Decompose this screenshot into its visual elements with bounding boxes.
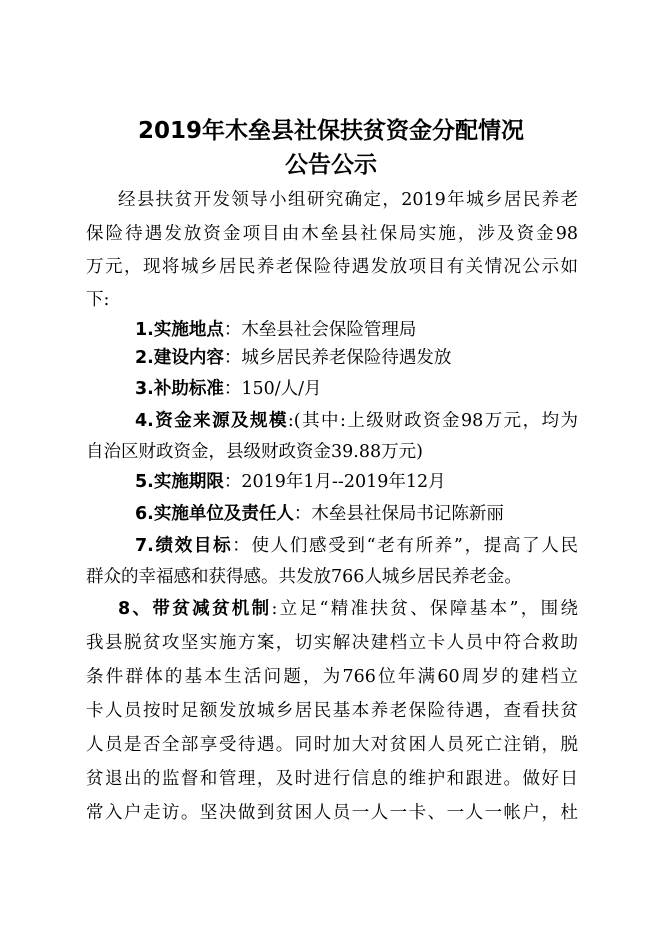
item-5-text: ：2019年1月--2019年12月 [223, 472, 446, 492]
item-2 [135, 342, 578, 374]
item-8-line-5: 人员是否全部享受待遇。同时加大对贫困人员死亡注销，脱 [86, 735, 578, 755]
item-8-line-4: 卡人员按时足额发放城乡居民基本养老保险待遇，查看扶贫 [86, 701, 578, 721]
item-4-label: 4.资金来源及规模 [135, 411, 288, 431]
item-8-line-2: 我县脱贫攻坚实施方案，切实解决建档立卡人员中符合救助 [86, 633, 578, 653]
item-5-label: 5.实施期限 [135, 472, 224, 492]
document-subtitle: 公告公示 [285, 152, 377, 178]
item-8-line-3: 条件群体的基本生活问题，为766位年满60周岁的建档立 [86, 667, 578, 687]
document-title: 2019年木垒县社保扶贫资金分配情况 [137, 118, 524, 144]
item-6-label: 6.实施单位及责任人 [135, 504, 294, 524]
item-7-continuation: 群众的幸福感和获得感。共发放766人城乡居民养老金。 [86, 567, 522, 587]
item-1-text: ：木垒县社会保险管理局 [223, 320, 417, 340]
item-8-line-7: 常入户走访。坚决做到贫困人员一人一卡、一人一帐户，杜 [86, 803, 578, 823]
item-4-text: :(其中:上级财政资金98万元，均为 [287, 411, 578, 431]
item-2-label: 2.建设内容 [135, 348, 224, 368]
item-4-continuation: 自治区财政资金，县级财政资金39.88万元) [86, 442, 423, 462]
item-2-text: ：城乡居民养老保险待遇发放 [223, 348, 452, 368]
item-8-label: 8、带贫减贫机制 [118, 599, 272, 619]
item-7-text: ：使人们感受到“老有所养”，提高了人民 [232, 536, 578, 556]
item-3-label: 3.补助标准 [135, 379, 224, 399]
item-3 [135, 373, 578, 405]
item-8 [118, 593, 578, 625]
item-4 [135, 405, 578, 437]
item-6 [135, 498, 578, 530]
intro-line-1: 经县扶贫开发领导小组研究确定，2019年城乡居民养老 [118, 190, 578, 210]
item-7 [135, 530, 578, 562]
item-7-label: 7.绩效目标 [135, 536, 233, 556]
item-8-text: :立足“精准扶贫、保障基本”，围绕 [271, 599, 578, 619]
intro-line-4: 下: [86, 290, 110, 310]
intro-line-2: 保险待遇发放资金项目由木垒县社保局实施，涉及资金98 [86, 224, 578, 244]
item-6-text: ：木垒县社保局书记陈新丽 [293, 504, 504, 524]
item-5 [135, 466, 578, 498]
item-1-label: 1.实施地点 [135, 320, 224, 340]
intro-line-3: 万元，现将城乡居民养老保险待遇发放项目有关情况公示如 [86, 257, 578, 277]
item-3-text: ：150/人/月 [223, 379, 322, 399]
item-8-line-6: 贫退出的监督和管理，及时进行信息的维护和跟进。做好日 [86, 769, 578, 789]
